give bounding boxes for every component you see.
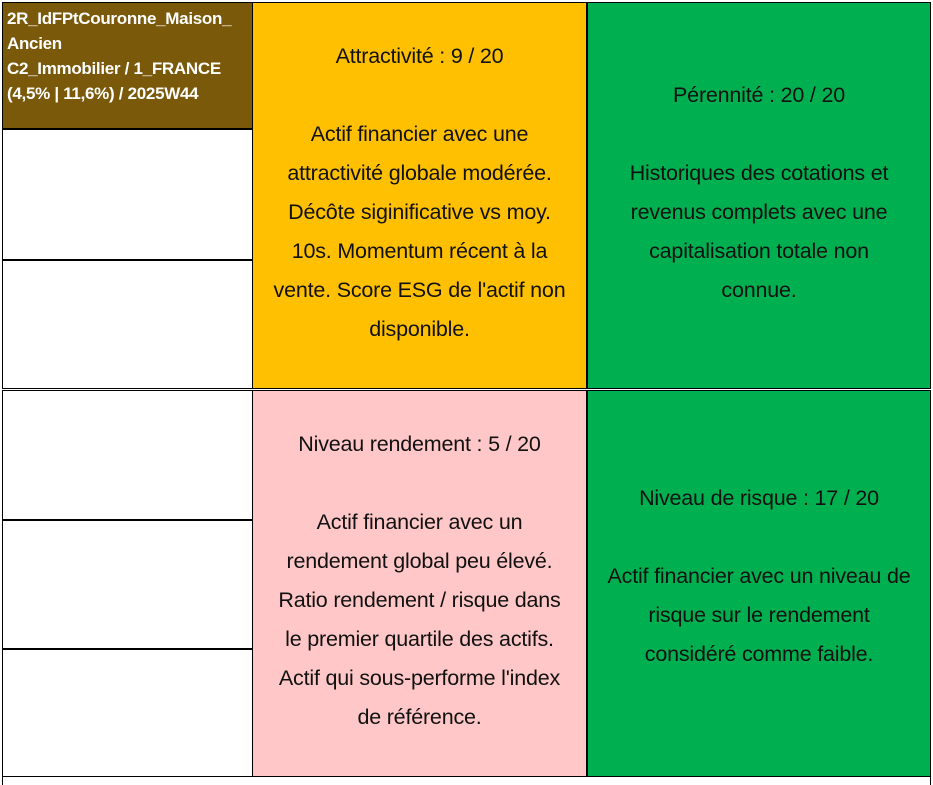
risque-description: Actif financier avec un niveau de risque sur le rendement considéré comme faible. [607,564,911,666]
blank-cell[interactable] [2,649,253,777]
bottom-row-cell[interactable] [2,776,931,785]
attractivite-panel[interactable] [252,2,587,389]
attractivite-score-title: Attractivité : 9 / 20 [335,43,504,68]
risque-score-title: Niveau de risque : 17 / 20 [639,486,879,510]
rendement-panel[interactable] [252,390,587,777]
rendement-score-title: Niveau rendement : 5 / 20 [298,431,541,456]
blank-cell[interactable] [2,260,253,389]
perennite-panel[interactable] [587,2,931,389]
asset-header-cell[interactable]: 2R_IdFPtCouronne_Maison_ Ancien C2_Immobilier / 1_FRANCE (4,5% | 11,6%) / 2025W44 [2,2,253,129]
blank-cell[interactable] [2,129,253,260]
blank-cell[interactable] [2,520,253,649]
perennite-description: Historiques des cotations et revenus complets avec une capitalisation totale non connue. [629,160,889,302]
rendement-description: Actif financier avec un rendement global peu élevé. Ratio rendement / risque dans le premier quartile des actifs. Actif qui sous-performe l'index de référence. [278,509,561,729]
perennite-score-title: Pérennité : 20 / 20 [673,82,845,107]
attractivite-description: Actif financier avec une attractivité globale modérée. Décôte siginificative vs moy. 10s. Momentum récent à la vente. Score ESG de l'actif non disponible. [273,121,566,341]
blank-cell[interactable] [2,390,253,520]
risque-panel[interactable] [587,390,931,777]
